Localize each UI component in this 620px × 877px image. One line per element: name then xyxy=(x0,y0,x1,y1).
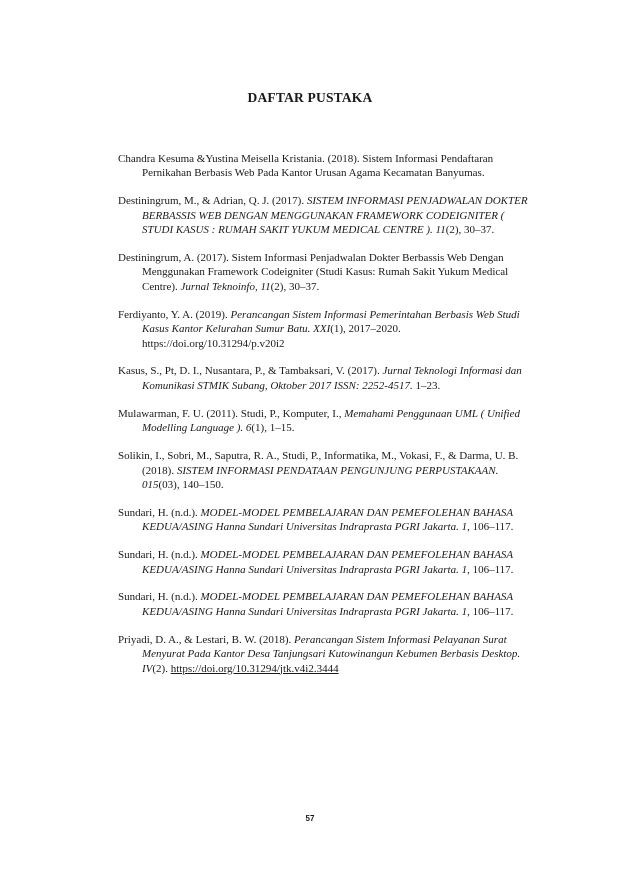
reference-link[interactable]: https://doi.org/10.31294/jtk.v4i2.3444 xyxy=(170,662,339,675)
reference-text: Ferdiyanto, Y. A. (2019). xyxy=(118,308,231,321)
reference-italic: MODEL-MODEL PEMBELAJARAN DAN PEMEFOLEHAN BAHASA KEDUA/ASING Hanna Sundari Universitas Indraprasta PGRI Jakarta. 1 xyxy=(142,591,513,618)
reference-italic: MODEL-MODEL PEMBELAJARAN DAN PEMEFOLEHAN BAHASA KEDUA/ASING Hanna Sundari Universitas Indraprasta PGRI Jakarta. 1 xyxy=(142,506,513,534)
reference-italic: Memahami Penggunaan UML ( Unified Modelling Language ). 6 xyxy=(142,407,520,435)
reference-entry xyxy=(118,506,538,535)
reference-tail: 1–23. xyxy=(412,379,441,392)
reference-entry xyxy=(118,590,538,619)
reference-italic: Perancangan Sistem Informasi Pelayanan Surat Menyurat Pada Kantor Desa Tanjungsari Kutowinangun Kebumen Berbasis Desktop. IV xyxy=(142,633,521,675)
reference-entry xyxy=(118,407,538,436)
reference-italic: MODEL-MODEL PEMBELAJARAN DAN PEMEFOLEHAN BAHASA KEDUA/ASING Hanna Sundari Universitas Indraprasta PGRI Jakarta. 1 xyxy=(142,549,513,576)
reference-text: Kasus, S., Pt, D. I., Nusantara, P., & Tambaksari, V. (2017). xyxy=(118,365,383,378)
reference-entry xyxy=(118,251,538,294)
reference-entry xyxy=(118,633,538,676)
reference-entry xyxy=(118,548,538,577)
reference-entry xyxy=(118,152,538,181)
reference-italic: SISTEM INFORMASI PENDATAAN PENGUNJUNG PERPUSTAKAAN. 015 xyxy=(142,464,499,491)
reference-text: Solikin, I., Sobri, M., Saputra, R. A., Studi, P., Informatika, M., Vokasi, F., & Darma, U. B. (2018). xyxy=(118,450,519,477)
reference-text: Destiningrum, M., & Adrian, Q. J. (2017). xyxy=(118,195,307,208)
reference-text: Chandra Kesuma &Yustina Meisella Kristania. (2018). Sistem Informasi Pendaftaran Pernikahan Berbasis Web Pada Kantor Urusan Agama Kecamatan Banyumas. xyxy=(118,153,494,180)
reference-entry xyxy=(118,194,538,237)
reference-tail: (2), 30–37. xyxy=(445,224,495,237)
reference-italic: Jurnal Teknoinfo, 11 xyxy=(180,280,271,293)
reference-text: Sundari, H. (n.d.). xyxy=(118,549,201,562)
reference-tail: , 106–117. xyxy=(467,605,514,618)
reference-text: Destiningrum, A. (2017). Sistem Informasi Penjadwalan Dokter Berbassis Web Dengan Menggunakan Framework Codeigniter (Studi Kasus: Rumah Sakit Yukum Medical Centre). xyxy=(118,252,509,293)
reference-tail: (1), 2017–2020. https://doi.org/10.31294/p.v20i2 xyxy=(142,323,401,350)
reference-list xyxy=(118,152,538,689)
reference-tail: , 106–117. xyxy=(467,563,514,576)
reference-text: Sundari, H. (n.d.). xyxy=(118,506,201,519)
reference-text: Priyadi, D. A., & Lestari, B. W. (2018). xyxy=(118,633,294,646)
page-title: DAFTAR PUSTAKA xyxy=(247,90,373,105)
reference-text: Sundari, H. (n.d.). xyxy=(118,591,201,604)
reference-text: Mulawarman, F. U. (2011). Studi, P., Komputer, I., xyxy=(118,407,345,420)
reference-entry xyxy=(118,449,538,492)
reference-tail: (03), 140–150. xyxy=(158,478,224,491)
reference-tail: , 106–117. xyxy=(467,521,514,534)
reference-entry xyxy=(118,308,538,351)
reference-italic: Perancangan Sistem Informasi Pemerintahan Berbasis Web Studi Kasus Kantor Kelurahan Sumur Batu. XXI xyxy=(142,308,520,336)
reference-italic: SISTEM INFORMASI PENJADWALAN DOKTER BERBASSIS WEB DENGAN MENGGUNAKAN FRAMEWORK CODEIGNITER ( STUDI KASUS : RUMAH SAKIT YUKUM MEDICAL CENTRE ). 11 xyxy=(142,195,528,237)
reference-tail: (1), 1–15. xyxy=(251,422,295,435)
reference-entry xyxy=(118,364,538,393)
reference-italic: Jurnal Teknologi Informasi dan Komunikasi STMIK Subang, Oktober 2017 ISSN: 2252-4517. xyxy=(142,365,522,392)
reference-tail: (2). xyxy=(152,662,171,675)
page-number: 57 xyxy=(305,814,315,823)
reference-tail: (2), 30–37. xyxy=(270,280,320,293)
